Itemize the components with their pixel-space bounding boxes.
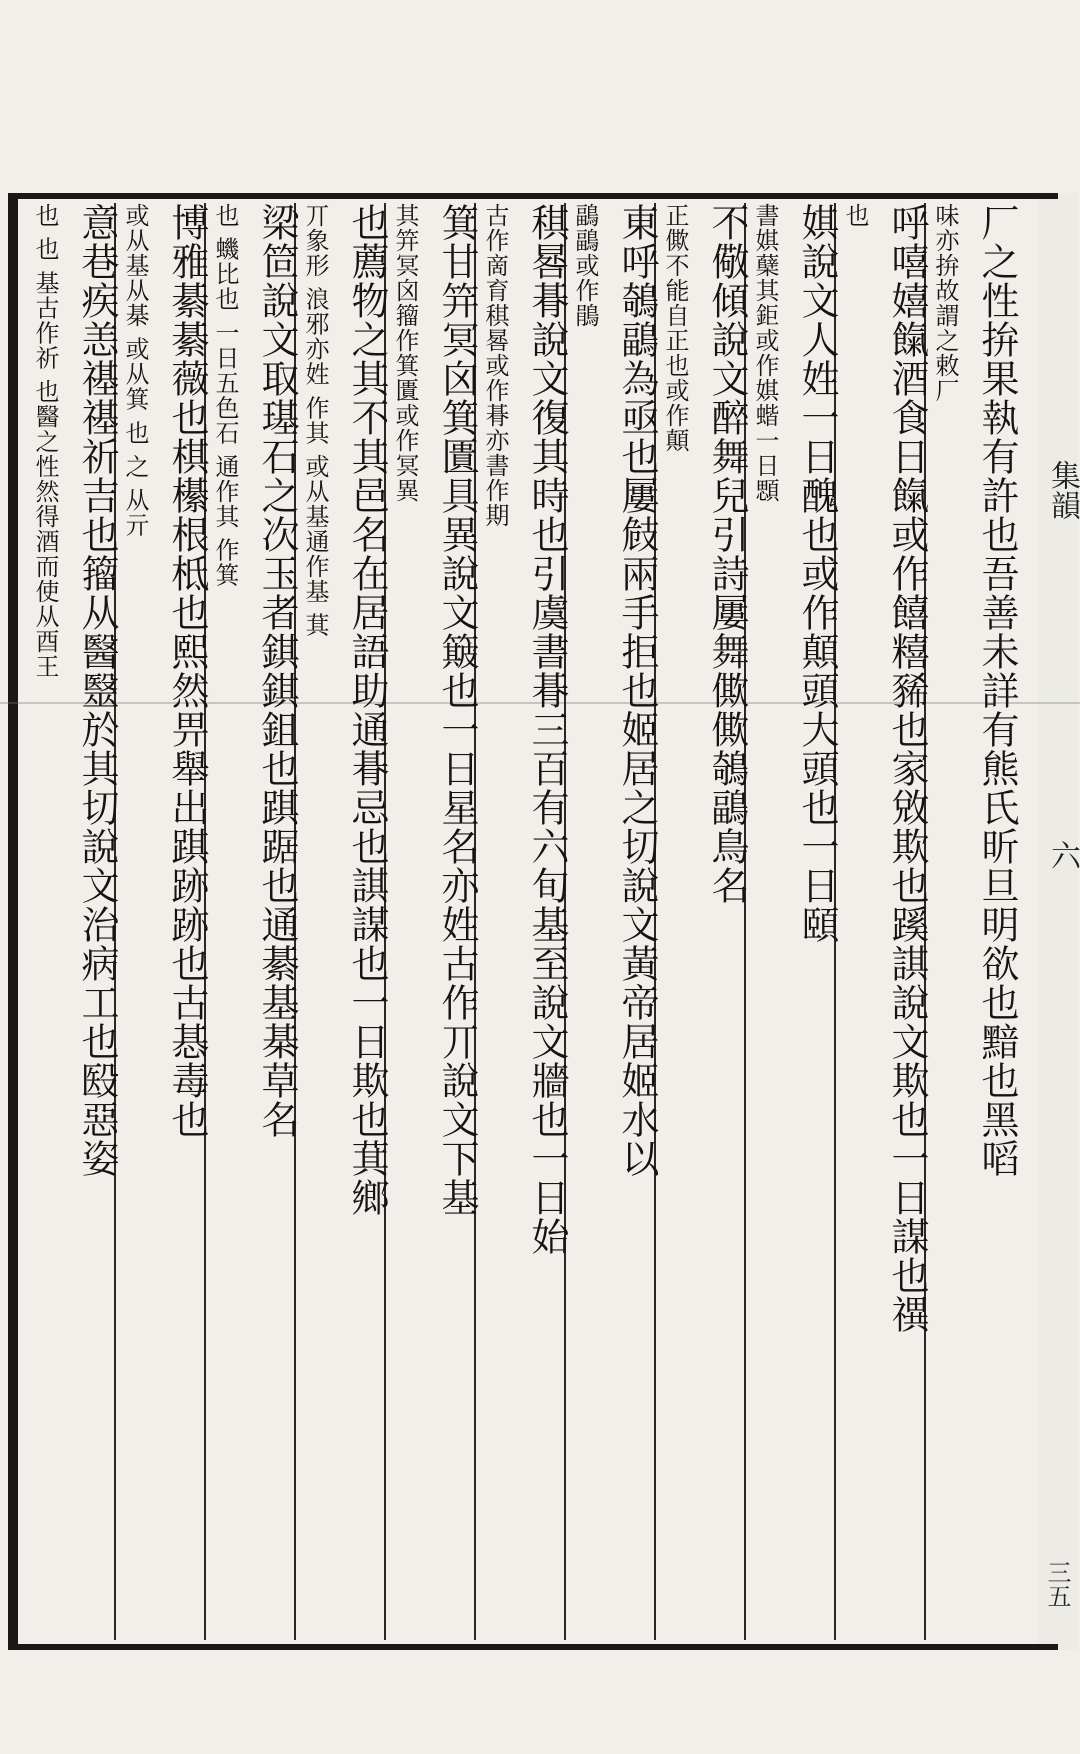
text-column: 丌象形 浪邪亦姓 作其 或从基通作基 萁 [301,203,329,638]
text-column: 古作啇育稘晷或作朞亦書作期 [481,203,509,528]
text-column: 箕甘笄冥囟箕匱具異說文簸也一日星名亦姓古作丌說文下基 [435,203,479,1217]
text-column: 梁笸說文取璂石之次玉者錤錤鉏也踑踞也通綦基棊草名 [255,203,299,1139]
edge-label-top: 集韻 [1045,460,1080,520]
text-column: 鶝鶝或作鵑 [571,203,599,328]
text-column: 博雅綦綦薇也棋櫀根柢也熙然畀舉出踑跡跡也古惎毒也 [165,203,209,1139]
text-column: 也薦物之其不其邑名在居語助通朞忌也諆謀也一日欺也萁鄉 [345,203,389,1217]
text-column: 稘晷朞說文復其時也引虞書朞三百有六旬基至說文牆也一日始 [525,203,569,1256]
text-column: 也 蟣比也 一日五色石 通作其 作箕 [211,203,239,588]
text-column: 書娸蘖其鉅或作娸蝔一日顋 [751,203,779,503]
text-column: 也 [841,203,869,228]
text-column: 不儆傾說文醉舞兒引詩屢舞僛僛鵸鶝鳥名 [705,203,749,905]
edge-label-bottom: 三五 [1043,1560,1071,1608]
text-column: 東呼鵸鶝為亟也屢㩻兩手拒也姬居之切說文黃帝居姬水以 [615,203,659,1178]
text-column: 味亦拚故謂之敕厂 [931,203,959,403]
text-column: 其笄冥囟籀作箕匱或作冥異 [391,203,419,503]
text-column: 厂之性拚果執有許也吾善未詳有熊氏昕旦明欲也黯也黑㗖 [975,203,1019,1178]
text-column: 呼嘻嬉餼酒食日餼或作饎糦豨也家敓欺也蹊諆說文欺也一日謀也禩 [885,203,929,1334]
text-column: 或从基从棊 或从箕 也 之 从亓 [121,203,149,538]
text-column: 也 也 基古作祈 也醫之性然得酒而使从酉王 [31,203,59,679]
edge-label-mid: 六 [1045,840,1080,870]
text-column: 意巷疾恙禥禥祈吉也籀从醫毉於其切說文治病工也殹惡姿 [75,203,119,1178]
text-column: 娸說文人姓一日醜也或作顛頭大頭也一日頤 [795,203,839,944]
text-column: 正僛不能自正也或作顛 [661,203,689,453]
